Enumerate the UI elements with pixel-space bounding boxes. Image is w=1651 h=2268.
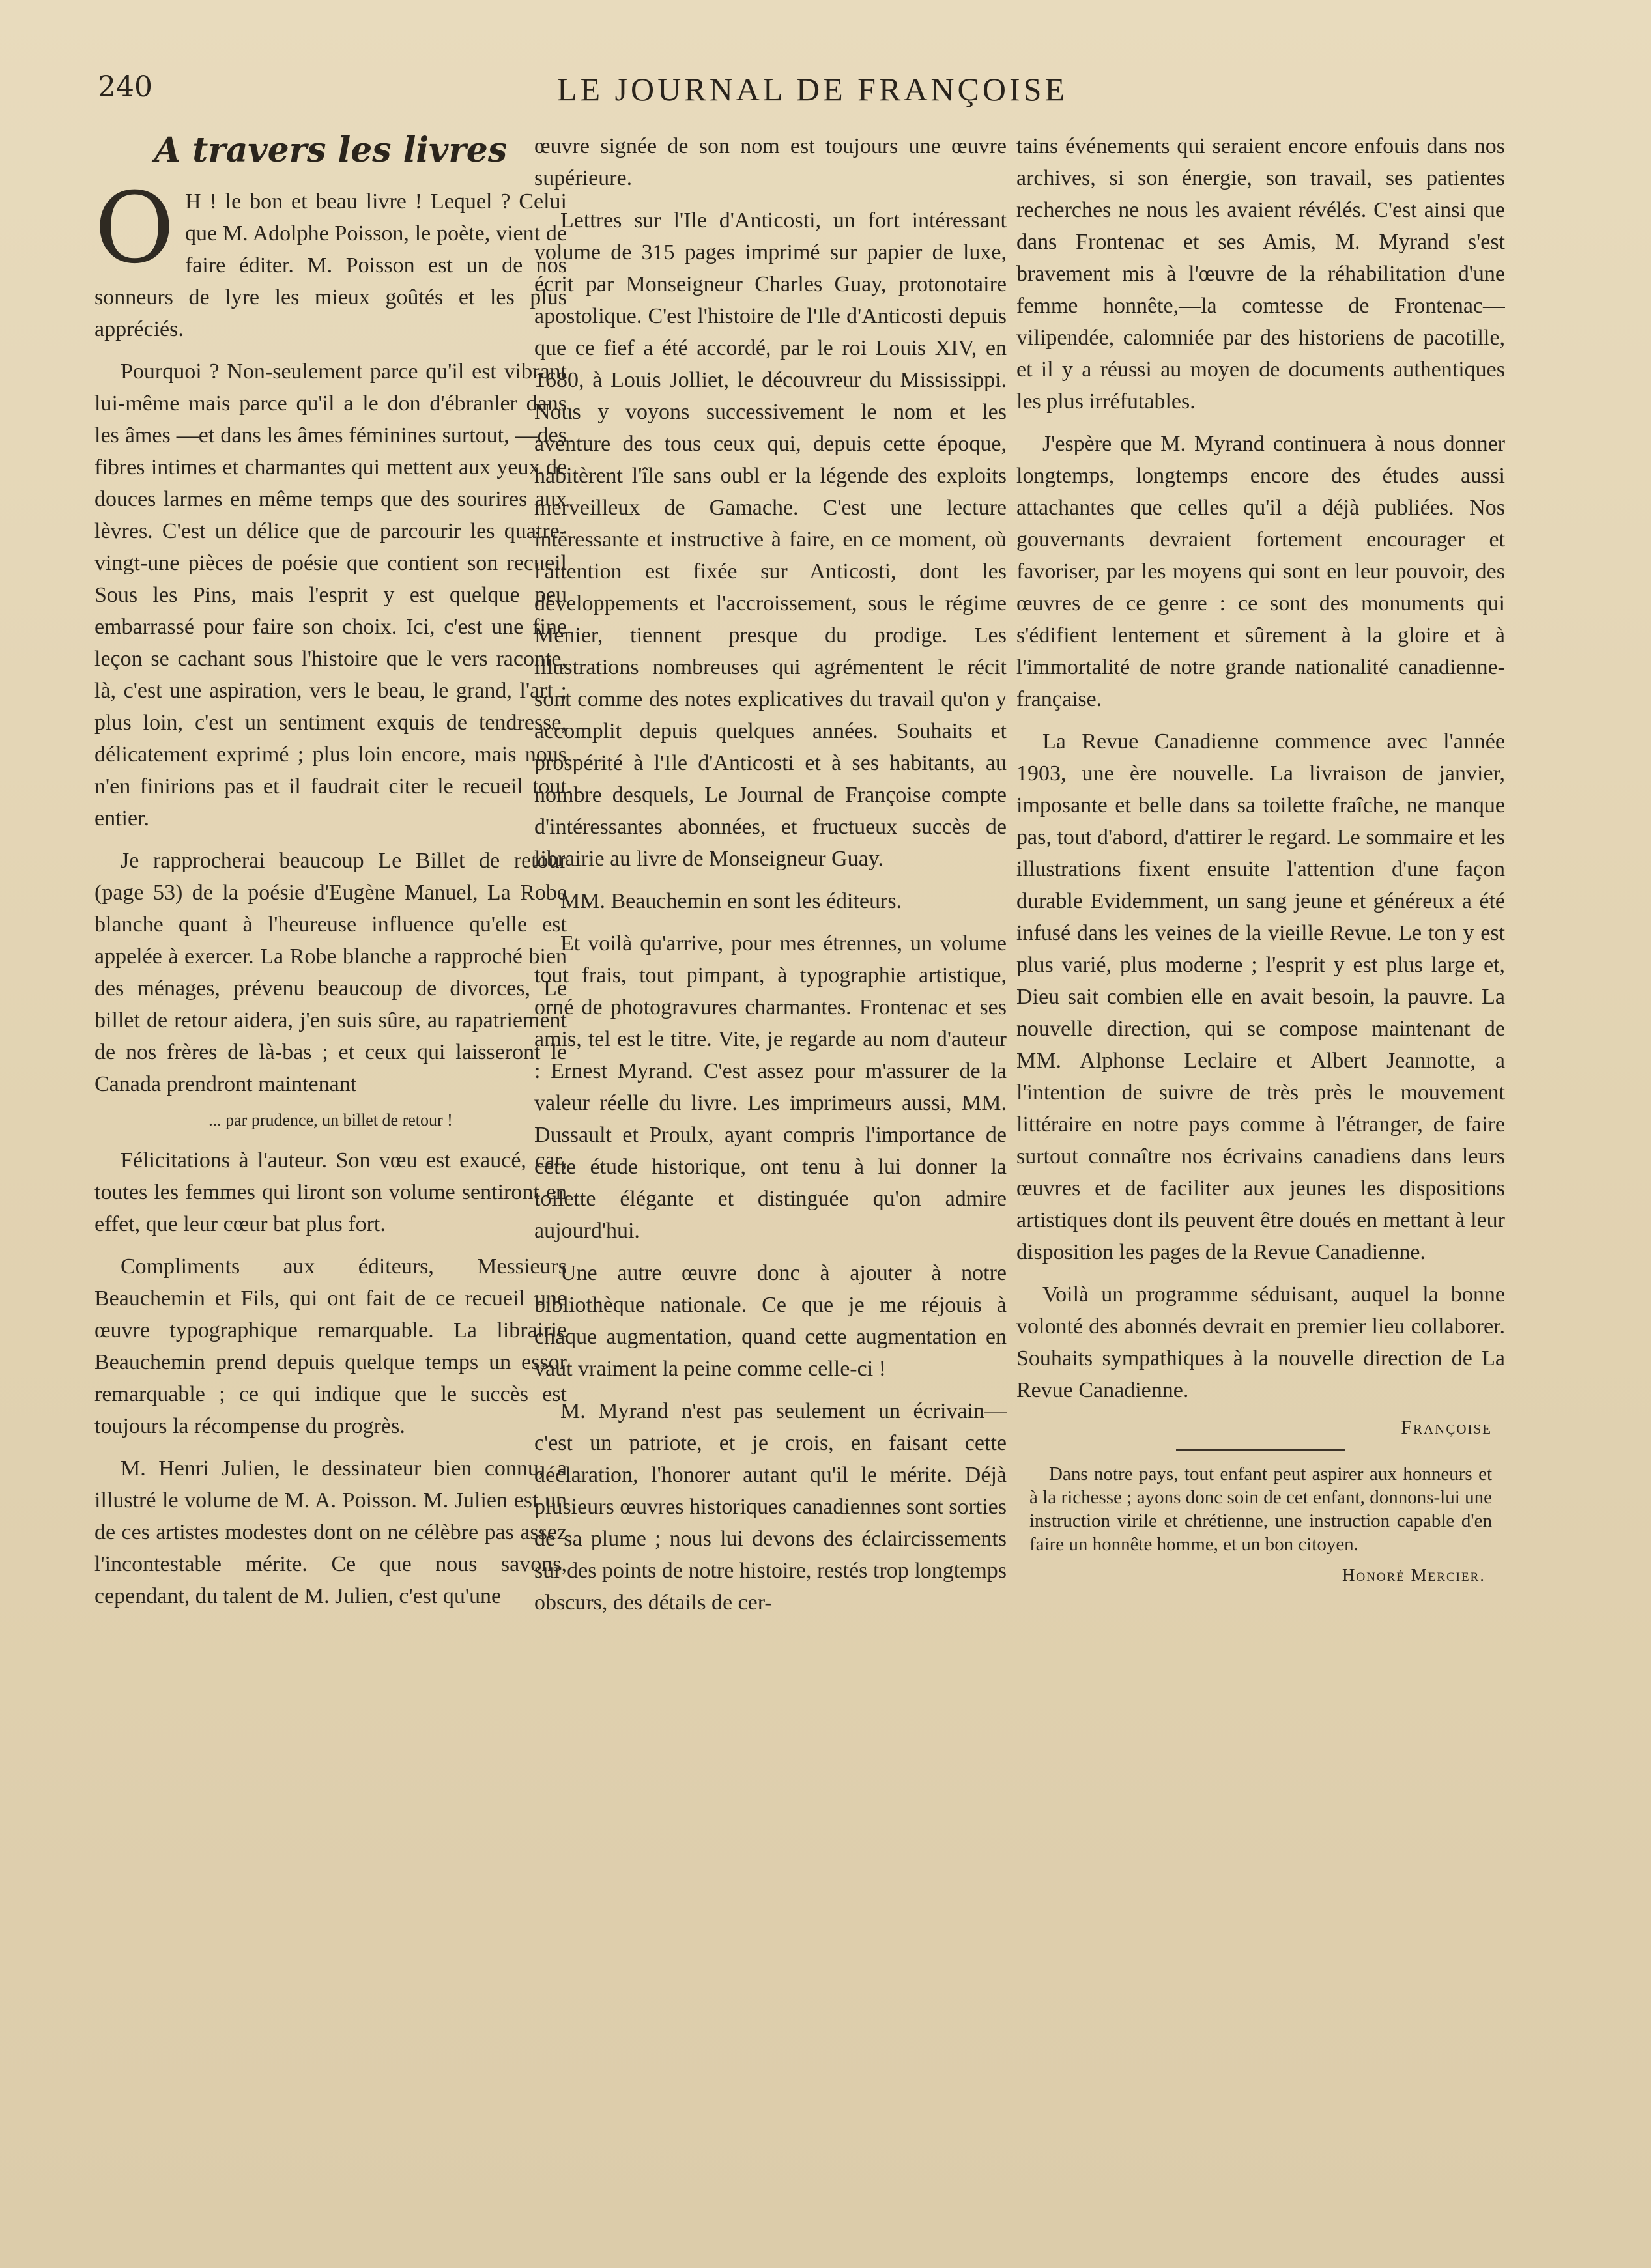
paragraph: Une autre œuvre donc à ajouter à notre bibliothèque nationale. Ce que je me réjouis à chaque augmentation, quand cette augmentation en vaut vraiment la peine comme celle-ci !	[534, 1261, 1007, 1381]
paragraph: M. Myrand n'est pas seulement un écrivain— c'est un patriote, et je crois, en faisant cette déclaration, l'honorer autant qu'il le mérite. Déjà plusieurs œuvres historiques canadiennes sont sorties de sa plume ; nous lui devons des éclaircissements sur des points de notre histoire, restés trop longtemps obscurs, des détails de cer-	[534, 1399, 1007, 1615]
column-1	[94, 130, 567, 2110]
paragraph: M. Henri Julien, le dessinateur bien connu, a illustré le volume de M. A. Poisson. M. Julien est un de ces artistes modestes dont on ne célèbre pas assez l'incontestable mérite. Ce que nous savons, cependant, du talent de M. Julien, c'est qu'une	[94, 1456, 567, 1608]
paragraph: Je rapprocherai beaucoup Le Billet de retour (page 53) de la poésie d'Eugène Manuel, La Robe blanche quant à l'heureuse influence qu'elle est appelée à exercer. La Robe blanche a rapproché bien des ménages, prévenu beaucoup de divorces, Le billet de retour aidera, j'en suis sûre, au rapatriement de nos frères de là-bas ; et ceux qui laisseront le Canada prendront maintenant	[94, 849, 567, 1096]
author-signature: Françoise	[1401, 1417, 1492, 1438]
column-2	[534, 130, 1007, 2110]
paragraph	[94, 172, 567, 345]
paragraph: J'espère que M. Myrand continuera à nous donner longtemps, longtemps encore des études aussi attachantes que celles qu'il a déjà publiées. Nos gouvernants devraient fortement encourager et favoriser, par les moyens qui sont en leur pouvoir, des œuvres de ce genre : ce sont des monuments qui s'édifient lentement et sûrement à la gloire et à l'immortalité de notre grande nationalité canadienne-française.	[1016, 432, 1505, 711]
paragraph: Lettres sur l'Ile d'Anticosti, un fort intéressant volume de 315 pages imprimé sur papier de luxe, écrit par Monseigneur Charles Guay, protonotaire apostolique. C'est l'histoire de l'Ile d'Anticosti depuis que ce fief a été accordé, par le roi Louis XIV, en 1680, à Louis Jolliet, le découvreur du Mississippi. Nous y voyons successivement le nom et les aventure des tous ceux qui, depuis cette époque, habitèrent l'île sans oubl er la légende des exploits merveilleux de Gamache. C'est une lecture intéressante et instructive à faire, en ce moment, où l'attention est fixée sur Anticosti, dont les développements et l'accroissement, sous le régime Menier, tiennent presque du prodige. Les illustrations nombreuses qui agrémentent le récit sont comme des notes explicatives du travail qu'on y accomplit depuis quelques années. Souhaits et prospérité à l'Ile d'Anticosti et à ses habitants, au nombre desquels, Le Journal de Françoise compte d'intéressantes abonnées, et fructueux succès de librairie au livre de Monseigneur Guay.	[534, 208, 1007, 871]
paragraph: œuvre signée de son nom est toujours une œuvre supérieure.	[534, 134, 1007, 190]
journal-title: LE JOURNAL DE FRANÇOISE	[557, 71, 1068, 107]
paragraph-text: H ! le bon et beau livre ! Lequel ? Celui que M. Adolphe Poisson, le poète, vient de faire éditer. M. Poisson est un de nos sonneurs de lyre les mieux goûtés et les plus appréciés.	[94, 190, 567, 341]
paragraph: Félicitations à l'auteur. Son vœu est exaucé, car, toutes les femmes qui liront son volume sentiront en effet, que leur cœur bat plus fort.	[94, 1148, 567, 1236]
article-title: A travers les livres	[154, 130, 508, 170]
paragraph: Voilà un programme séduisant, auquel la bonne volonté des abonnés devrait en premier lieu collaborer. Souhaits sympathiques à la nouvelle direction de La Revue Canadienne.	[1016, 1283, 1505, 1402]
column-3	[1016, 130, 1505, 2110]
epigraph-quote: Dans notre pays, tout enfant peut aspirer aux honneurs et à la richesse ; ayons donc soin de cet enfant, donnons-lui une instruction virile et chrétienne, une instruction capable d'en faire un honnête homme, et un bon citoyen.	[1029, 1464, 1492, 1555]
paragraph: La Revue Canadienne commence avec l'année 1903, une ère nouvelle. La livraison de janvier, imposante et belle dans sa toilette fraîche, ne manque pas, tout d'abord, d'attirer le regard. Le sommaire et les illustrations fixent ensuite l'attention d'une façon durable Evidemment, un sang jeune et généreux a été infusé dans les veines de la vieille Revue. Le ton y est plus varié, plus moderne ; l'esprit y est plus large et, Dieu sait combien elle en avait besoin, la pauvre. La nouvelle direction, qui se compose maintenant de MM. Alphonse Leclaire et Albert Jeannotte, a l'intention de suivre de très près le mouvement littéraire en notre pays comme à l'étranger, de faire surtout connaître nos écrivains canadiens dans leurs œuvres et de faciliter aux jeunes les dispositions artistiques dont ils peuvent être doués en mettant à leur disposition les pages de la Revue Canadienne.	[1016, 730, 1505, 1264]
paragraph: tains événements qui seraient encore enfouis dans nos archives, si son énergie, son travail, ses patientes recherches ne nous les avaient révélés. C'est ainsi que dans Frontenac et ses Amis, M. Myrand s'est bravement mis à l'œuvre de la réhabilitation d'une femme honnête,—la comtesse de Frontenac—vilipendée, calomniée par des historiens de pacotille, et il y a réussi au moyen de documents authentiques les plus irréfutables.	[1016, 134, 1505, 414]
page-number: 240	[98, 70, 152, 104]
paragraph: Compliments aux éditeurs, Messieurs Beauchemin et Fils, qui ont fait de ce recueil une œuvre typographique remarquable. La librairie Beauchemin prend depuis quelque temps un essor remarquable ; ce qui indique que le succès est toujours la récompense du progrès.	[94, 1254, 567, 1438]
divider	[1176, 1449, 1345, 1451]
quote-author: Honoré Mercier.	[1342, 1565, 1486, 1585]
paragraph: MM. Beauchemin en sont les éditeurs.	[560, 889, 902, 913]
paragraph: Pourquoi ? Non-seulement parce qu'il est vibrant lui-même mais parce qu'il a le don d'ébranler dans les âmes —et dans les âmes féminines surtout, —des fibres intimes et charmantes qui mettent aux yeux de douces larmes en même temps que des sourires aux lèvres. C'est un délice que de parcourir les quatre-vingt-une pièces de poésie que contient son recueil Sous les Pins, mais l'esprit y est quelque peu embarrassé pour faire son choix. Ici, c'est une fine leçon se cachant sous l'histoire que le vers raconte, là, c'est une aspiration, vers le beau, le grand, l'art ; plus loin, c'est un sentiment exquis de tendresse, délicatement exprimé ; plus loin encore, mais nous n'en finirions pas et il faudrait citer le recueil tout entier.	[94, 360, 567, 830]
paragraph: Et voilà qu'arrive, pour mes étrennes, un volume tout frais, tout pimpant, à typographie artistique, orné de photogravures charmantes. Frontenac et ses amis, tel est le titre. Vite, je regarde au nom d'auteur : Ernest Myrand. C'est assez pour m'assurer de la valeur réelle du livre. Les imprimeurs aussi, MM. Dussault et Proulx, ayant compris l'importance de cette étude historique, ont tenu à lui donner la toilette élégante et distinguée qu'on admire aujourd'hui.	[534, 931, 1007, 1243]
drop-cap: O	[94, 172, 175, 285]
running-header	[0, 70, 1651, 122]
verse-quote: ... par prudence, un billet de retour !	[208, 1111, 453, 1129]
